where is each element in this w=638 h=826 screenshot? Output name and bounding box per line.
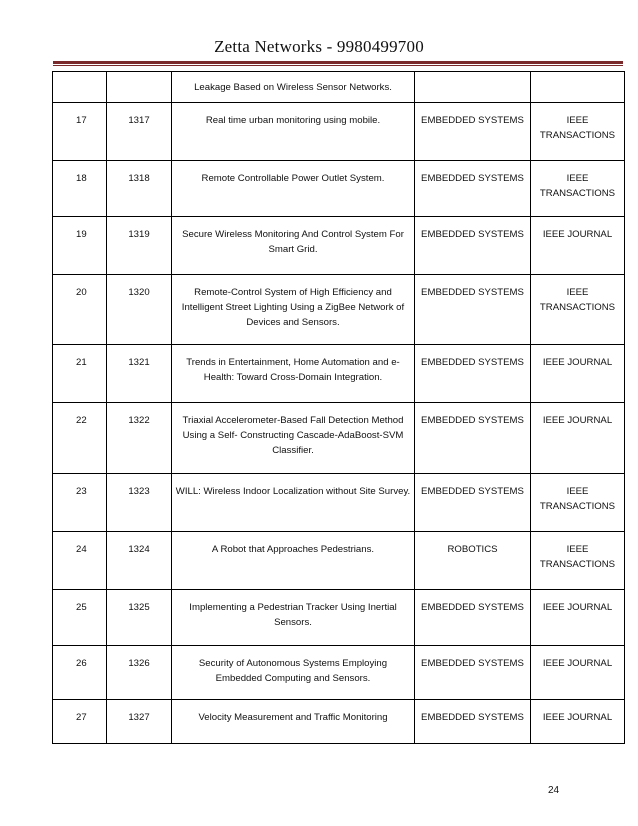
project-code-cell [107, 275, 172, 345]
publication-type: IEEE TRANSACTIONS [539, 115, 616, 141]
project-domain-cell [415, 646, 531, 700]
row-number: 25 [76, 602, 87, 613]
publication-type: IEEE JOURNAL [542, 357, 613, 368]
project-code-cell [107, 161, 172, 217]
header-rule [53, 61, 623, 64]
table-row [53, 646, 625, 700]
project-title: Remote Controllable Power Outlet System. [201, 173, 385, 184]
table-row [53, 103, 625, 161]
project-code: 1318 [128, 173, 150, 184]
table-row [53, 700, 625, 744]
project-code-cell [107, 474, 172, 532]
row-number: 18 [76, 173, 87, 184]
page-number: 24 [548, 785, 560, 796]
publication-type: IEEE JOURNAL [542, 229, 613, 240]
row-number-cell [53, 700, 107, 744]
project-code: 1324 [128, 544, 150, 555]
project-code-cell [107, 217, 172, 275]
publication-type: IEEE JOURNAL [542, 658, 613, 669]
publication-type-cell [531, 217, 625, 275]
row-number-cell [53, 161, 107, 217]
publication-type [531, 72, 624, 80]
table-row [53, 217, 625, 275]
project-domain-cell [415, 217, 531, 275]
row-number-cell [53, 590, 107, 646]
page-header-title: Zetta Networks - 9980499700 [214, 37, 424, 56]
publication-type-cell [531, 345, 625, 403]
project-domain-cell [415, 403, 531, 474]
publication-type: IEEE TRANSACTIONS [539, 486, 616, 512]
project-code-cell [107, 700, 172, 744]
table-row [53, 590, 625, 646]
project-title-cell [172, 700, 415, 744]
project-title-cell [172, 646, 415, 700]
publication-type-cell [531, 532, 625, 590]
project-title-cell [172, 103, 415, 161]
table-row [53, 474, 625, 532]
project-domain: ROBOTICS [447, 544, 498, 555]
project-list-body [53, 72, 625, 744]
row-number-cell [53, 532, 107, 590]
project-code: 1322 [128, 415, 150, 426]
row-number-cell [53, 217, 107, 275]
row-number-cell [53, 646, 107, 700]
project-code-cell [107, 646, 172, 700]
project-title-cell [172, 275, 415, 345]
project-code: 1319 [128, 229, 150, 240]
project-title-cell [172, 403, 415, 474]
project-domain-cell [415, 474, 531, 532]
project-title: Velocity Measurement and Traffic Monitoring [198, 712, 388, 723]
project-domain: EMBEDDED SYSTEMS [421, 229, 524, 240]
project-title: Triaxial Accelerometer-Based Fall Detection Method Using a Self- Constructing Cascade-AdaBoost-SVM Classifier. [182, 415, 404, 456]
project-code-cell [107, 532, 172, 590]
row-number: 19 [76, 229, 87, 240]
row-number: 27 [76, 712, 87, 723]
project-code-cell [107, 345, 172, 403]
project-domain [415, 72, 530, 80]
project-domain-cell [415, 103, 531, 161]
project-code [107, 72, 171, 80]
row-number: 22 [76, 415, 87, 426]
project-title: Security of Autonomous Systems Employing Embedded Computing and Sensors. [198, 658, 388, 684]
project-title-cell [172, 345, 415, 403]
table-row [53, 161, 625, 217]
project-title: Leakage Based on Wireless Sensor Networks. [194, 82, 392, 93]
project-code-cell [107, 590, 172, 646]
project-domain: EMBEDDED SYSTEMS [421, 115, 524, 126]
publication-type: IEEE TRANSACTIONS [539, 544, 616, 570]
project-code: 1327 [128, 712, 150, 723]
project-title-cell [172, 161, 415, 217]
project-domain: EMBEDDED SYSTEMS [421, 357, 524, 368]
row-number-cell [53, 403, 107, 474]
publication-type: IEEE JOURNAL [542, 602, 613, 613]
publication-type-cell [531, 403, 625, 474]
project-domain-cell [415, 700, 531, 744]
publication-type-cell [531, 161, 625, 217]
project-title: Secure Wireless Monitoring And Control System For Smart Grid. [182, 229, 404, 255]
project-title: Implementing a Pedestrian Tracker Using Inertial Sensors. [189, 602, 397, 628]
publication-type-cell [531, 646, 625, 700]
row-number [76, 72, 106, 80]
project-domain-cell [415, 590, 531, 646]
row-number: 17 [76, 115, 87, 126]
row-number: 21 [76, 357, 87, 368]
table-row [53, 403, 625, 474]
project-code: 1317 [128, 115, 150, 126]
publication-type: IEEE JOURNAL [542, 415, 613, 426]
publication-type: IEEE TRANSACTIONS [539, 287, 616, 313]
project-domain-cell [415, 72, 531, 103]
project-domain: EMBEDDED SYSTEMS [421, 287, 524, 298]
row-number: 20 [76, 287, 87, 298]
publication-type-cell [531, 103, 625, 161]
project-code-cell [107, 72, 172, 103]
publication-type: IEEE TRANSACTIONS [539, 173, 616, 199]
row-number-cell [53, 275, 107, 345]
project-code: 1321 [128, 357, 150, 368]
row-number-cell [53, 72, 107, 103]
project-code: 1325 [128, 602, 150, 613]
row-number: 26 [76, 658, 87, 669]
project-code-cell [107, 103, 172, 161]
table-row [53, 275, 625, 345]
row-number: 24 [76, 544, 87, 555]
project-title: Remote-Control System of High Efficiency and Intelligent Street Lighting Using a ZigBee Network of Devices and Sensors. [181, 287, 405, 328]
publication-type-cell [531, 275, 625, 345]
project-title-cell [172, 72, 415, 103]
project-title: Real time urban monitoring using mobile. [205, 115, 381, 126]
publication-type-cell [531, 474, 625, 532]
row-number-cell [53, 103, 107, 161]
project-domain: EMBEDDED SYSTEMS [421, 415, 524, 426]
project-title: Trends in Entertainment, Home Automation and e-Health: Toward Cross-Domain Integration. [186, 357, 400, 383]
project-domain-cell [415, 275, 531, 345]
project-list-table [52, 71, 625, 744]
project-code: 1323 [128, 486, 150, 497]
project-domain-cell [415, 532, 531, 590]
row-number-cell [53, 474, 107, 532]
publication-type-cell [531, 590, 625, 646]
project-title-cell [172, 217, 415, 275]
table-row [53, 532, 625, 590]
row-number-cell [53, 345, 107, 403]
project-code-cell [107, 403, 172, 474]
header-rule-thin [53, 65, 623, 66]
publication-type: IEEE JOURNAL [542, 712, 613, 723]
project-domain: EMBEDDED SYSTEMS [421, 602, 524, 613]
project-domain: EMBEDDED SYSTEMS [421, 486, 524, 497]
project-title: A Robot that Approaches Pedestrians. [211, 544, 375, 555]
project-title-cell [172, 532, 415, 590]
project-domain-cell [415, 345, 531, 403]
publication-type-cell [531, 700, 625, 744]
project-code: 1320 [128, 287, 150, 298]
project-domain: EMBEDDED SYSTEMS [421, 712, 524, 723]
project-title-cell [172, 474, 415, 532]
table-row [53, 345, 625, 403]
project-domain-cell [415, 161, 531, 217]
publication-type-cell [531, 72, 625, 103]
row-number: 23 [76, 486, 87, 497]
table-row [53, 72, 625, 103]
project-domain: EMBEDDED SYSTEMS [421, 658, 524, 669]
project-title-cell [172, 590, 415, 646]
project-code: 1326 [128, 658, 150, 669]
project-domain: EMBEDDED SYSTEMS [421, 173, 524, 184]
project-title: WILL: Wireless Indoor Localization without Site Survey. [175, 486, 411, 497]
